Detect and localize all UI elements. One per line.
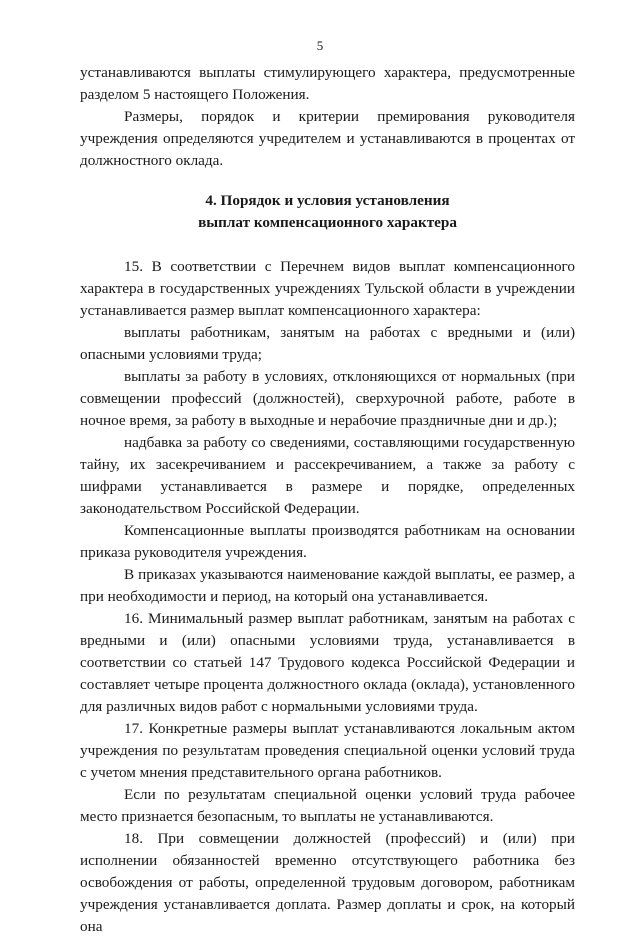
paragraph-clause-17: 17. Конкретные размеры выплат устанавливаются локальным актом учреждения по результатам проведения специальной оценки условий труда с учетом мнения представительного органа работников. [80, 720, 575, 781]
paragraph-list-item: выплаты работникам, занятым на работах с вредными и (или) опасными условиями труда; [80, 324, 575, 363]
paragraph: Размеры, порядок и критерии премирования руководителя учреждения определяются учредителем и устанавливаются в процентах от должностного оклада. [80, 108, 575, 169]
page-number: 5 [316, 38, 324, 53]
paragraph-clause-16: 16. Минимальный размер выплат работникам, занятым на работах с вредными и (или) опасными условиями труда, устанавливается в соответствии со статьей 147 Трудового кодекса Российской Федерации и составляет четыре процента должностного оклада (оклада), установленного для различных видов работ с нормальными условиями труда. [80, 610, 575, 715]
paragraph-list-item: надбавка за работу со сведениями, составляющими государственную тайну, их засекречиванием и рассекречиванием, а также за работу с шифрами устанавливается в размере и порядке, определенных законодательством Российской Федерации. [80, 434, 575, 517]
paragraph-clause-15: 15. В соответствии с Перечнем видов выплат компенсационного характера в государственных учреждениях Тульской области в учреждении устанавливается размер выплат компенсационного характера: [80, 258, 575, 319]
paragraph-clause-18: 18. При совмещении должностей (профессий) и (или) при исполнении обязанностей временно отсутствующего работника без освобождения от работы, определенной трудовым договором, работникам учреждения устанавливается доплата. Размер доплаты и срок, на который она [80, 830, 575, 935]
paragraph: В приказах указываются наименование каждой выплаты, ее размер, а при необходимости и период, на который она устанавливается. [80, 566, 575, 605]
paragraph-continued: устанавливаются выплаты стимулирующего характера, предусмотренные разделом 5 настоящего Положения. [80, 64, 575, 103]
paragraph: Если по результатам специальной оценки условий труда рабочее место признается безопасным, то выплаты не устанавливаются. [80, 786, 575, 825]
section-heading [80, 190, 575, 234]
paragraph-list-item: выплаты за работу в условиях, отклоняющихся от нормальных (при совмещении профессий (должностей), сверхурочной работе, работе в ночное время, за работу в выходные и нерабочие праздничные дни и др.); [80, 368, 575, 429]
document-body [80, 62, 575, 938]
section-title-line-2: выплат компенсационного характера [198, 214, 457, 231]
paragraph: Компенсационные выплаты производятся работникам на основании приказа руководителя учреждения. [80, 522, 575, 561]
section-title-line-1: 4. Порядок и условия установления [205, 192, 450, 209]
